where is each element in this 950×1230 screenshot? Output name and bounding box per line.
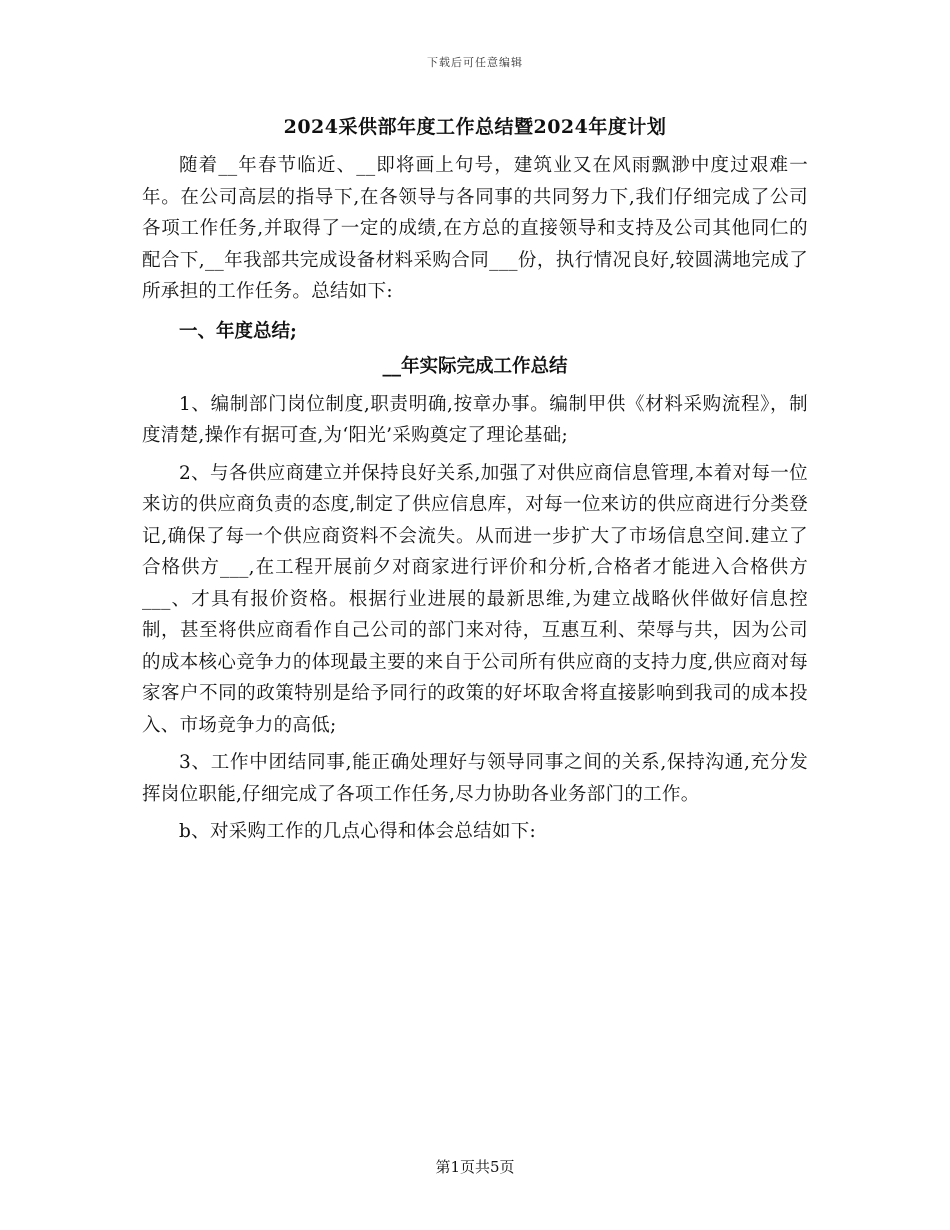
section-heading: 一、年度总结; bbox=[179, 320, 297, 342]
list-item: 3、工作中团结同事,能正确处理好与领导同事之间的关系,保持沟通,充分发挥岗位职能,仔细完成了各项工作任务,尽力协助各业务部门的工作。 bbox=[142, 752, 808, 805]
intro-paragraph: 随着__年春节临近、__即将画上句号，建筑业又在风雨飘渺中度过艰难一年。在公司高层的指导下,在各领导与各同事的共同努力下,我们仔细完成了公司各项工作任务,并取得了一定的成绩,在方总的直接领导和支持及公司其他同仁的配合下,__年我部共完成设备材料采购合同___份，执行情况良好,较圆满地完成了所承担的工作任务。总结如下: bbox=[142, 155, 808, 302]
list-item: b、对采购工作的几点心得和体会总结如下: bbox=[179, 821, 537, 842]
document-title: 2024采供部年度工作总结暨2024年度计划 bbox=[283, 116, 667, 138]
document-body bbox=[142, 112, 808, 848]
header-note: 下载后可任意编辑 bbox=[427, 56, 523, 69]
page-indicator: 第1页共5页 bbox=[435, 1158, 515, 1176]
list-item: 2、与各供应商建立并保持良好关系,加强了对供应商信息管理,本着对每一位来访的供应商负责的态度,制定了供应信息库，对每一位来访的供应商进行分类登记,确保了每一个供应商资料不会流失。从而进一步扩大了市场信息空间.建立了合格供方___,在工程开展前夕对商家进行评价和分析,合格者才能进入合格供方___、才具有报价资格。根据行业进展的最新思维,为建立战略伙伴做好信息控制，甚至将供应商看作自己公司的部门来对待，互惠互利、荣辱与共，因为公司的成本核心竞争力的体现最主要的来自于公司所有供应商的支持力度,供应商对每家客户不同的政策特别是给予同行的政策的好坏取舍将直接影响到我司的成本投入、市场竞争力的高低; bbox=[142, 462, 808, 736]
list-item: 1、编制部门岗位制度,职责明确,按章办事。编制甲供《材料采购流程》，制度清楚,操作有据可查,为‘阳光’采购奠定了理论基础; bbox=[142, 393, 808, 446]
sub-heading: __年实际完成工作总结 bbox=[382, 356, 568, 377]
